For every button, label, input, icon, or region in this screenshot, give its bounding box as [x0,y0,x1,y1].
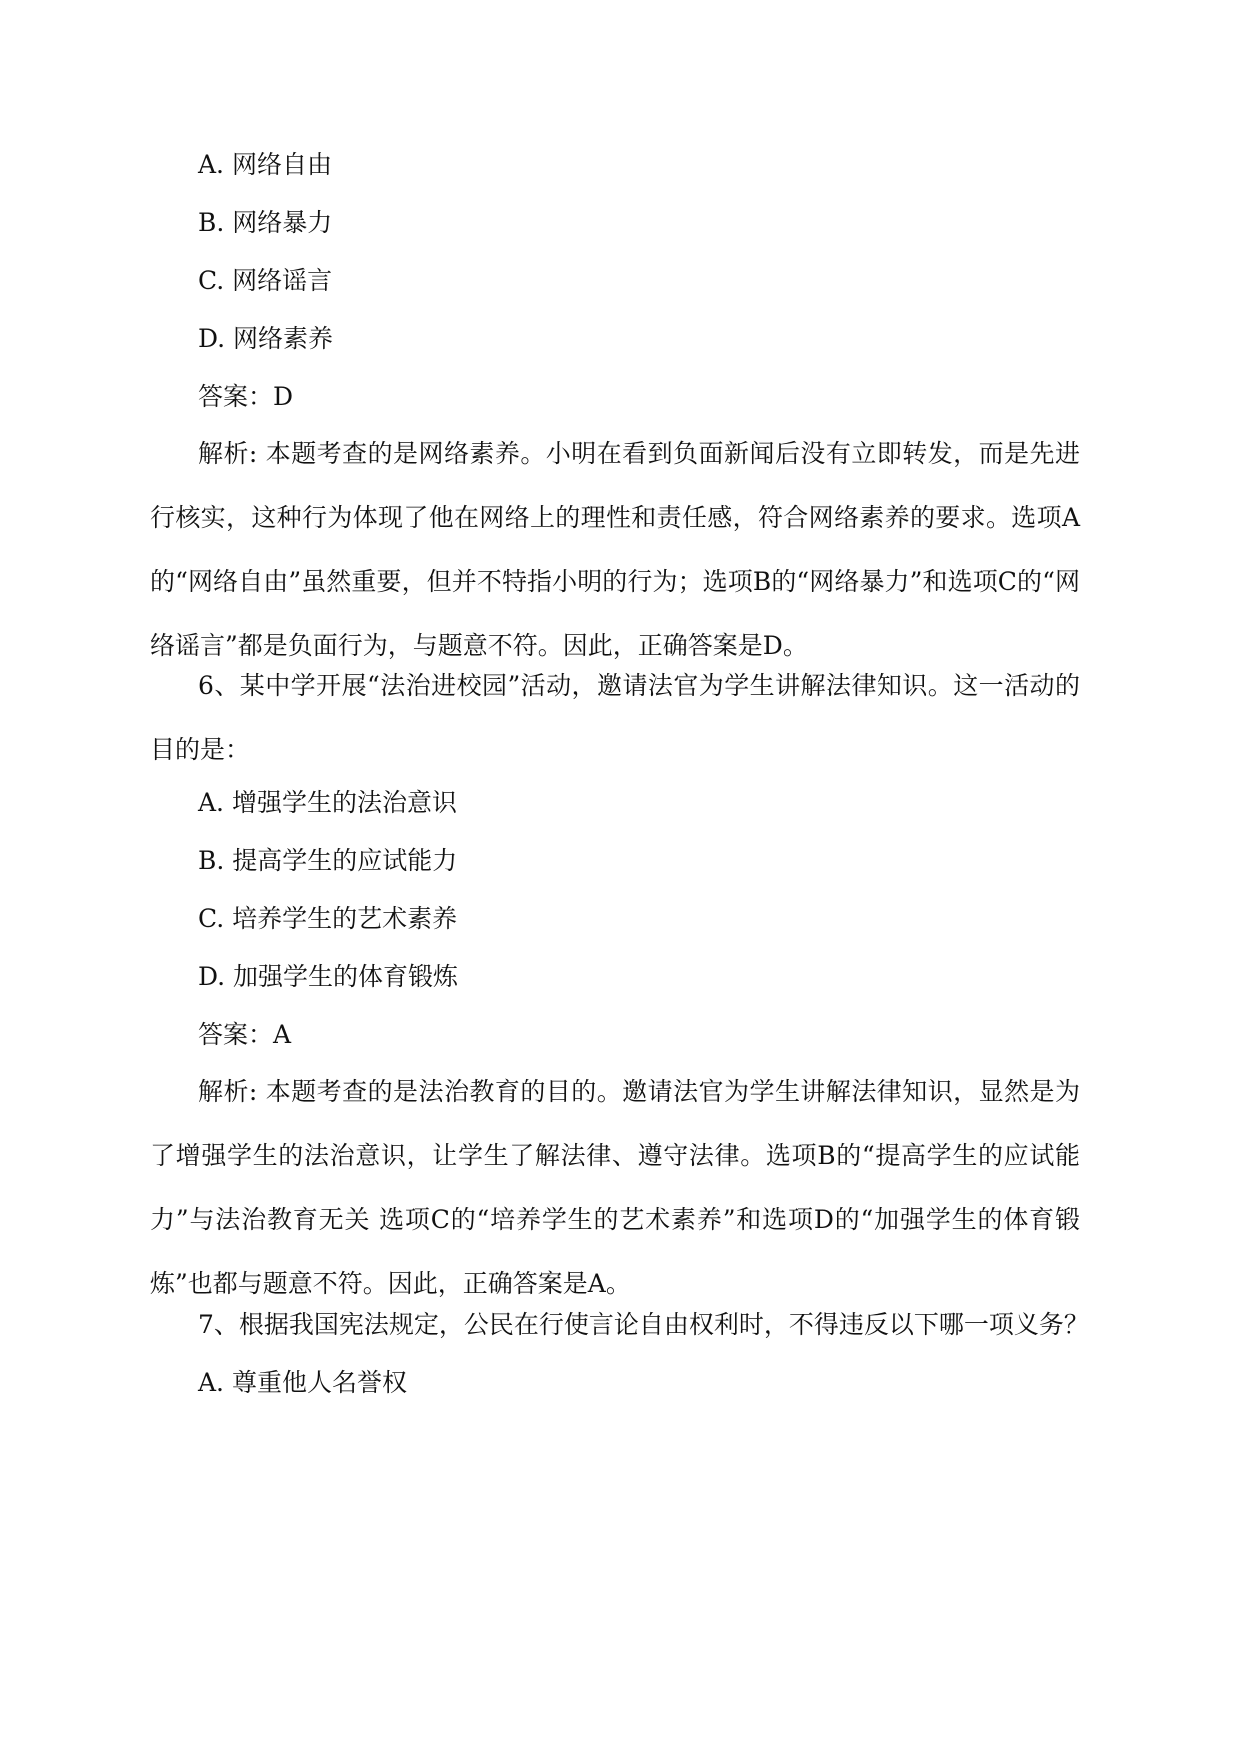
q5-option-b: B. 网络暴力 [198,208,333,237]
q5-analysis: 解析: 本题考查的是网络素养。小明在看到负面新闻后没有立即转发，而是先进行核实，这种行为体现了他在网络上的理性和责任感，符合网络素养的要求。选项A的“网络自由”虽然重要，但并不特指小明的行为；选项B的“网络暴力”和选项C的“网络谣言”都是负面行为，与题意不符。因此，正确答案是D。 [150,439,1080,660]
q6-option-d: D. 加强学生的体育锻炼 [198,962,459,991]
q6-option-c: C. 培养学生的艺术素养 [198,904,458,933]
q6-answer: 答案：A [198,1020,292,1049]
q7-question: 7、根据我国宪法规定，公民在行使言论自由权利时，不得违反以下哪一项义务？ [198,1310,1089,1339]
q6-option-a: A. 增强学生的法治意识 [198,788,457,817]
q7-option-a: A. 尊重他人名誉权 [198,1368,407,1397]
q5-answer: 答案：D [198,382,294,411]
q6-option-b: B. 提高学生的应试能力 [198,846,458,875]
q5-option-c: C. 网络谣言 [198,266,333,295]
q5-option-d: D. 网络素养 [198,324,334,353]
q6-question: 6、某中学开展“法治进校园”活动，邀请法官为学生讲解法律知识。这一活动的目的是： [150,671,1080,764]
q6-analysis: 解析: 本题考查的是法治教育的目的。邀请法官为学生讲解法律知识，显然是为了增强学生的法治意识，让学生了解法律、遵守法律。选项B的“提高学生的应试能力”与法治教育无关 选项C的“培养学生的艺术素养”和选项D的“加强学生的体育锻炼”也都与题意不符。因此，正确答案是A。 [150,1077,1080,1298]
q5-option-a: A. 网络自由 [198,150,332,179]
